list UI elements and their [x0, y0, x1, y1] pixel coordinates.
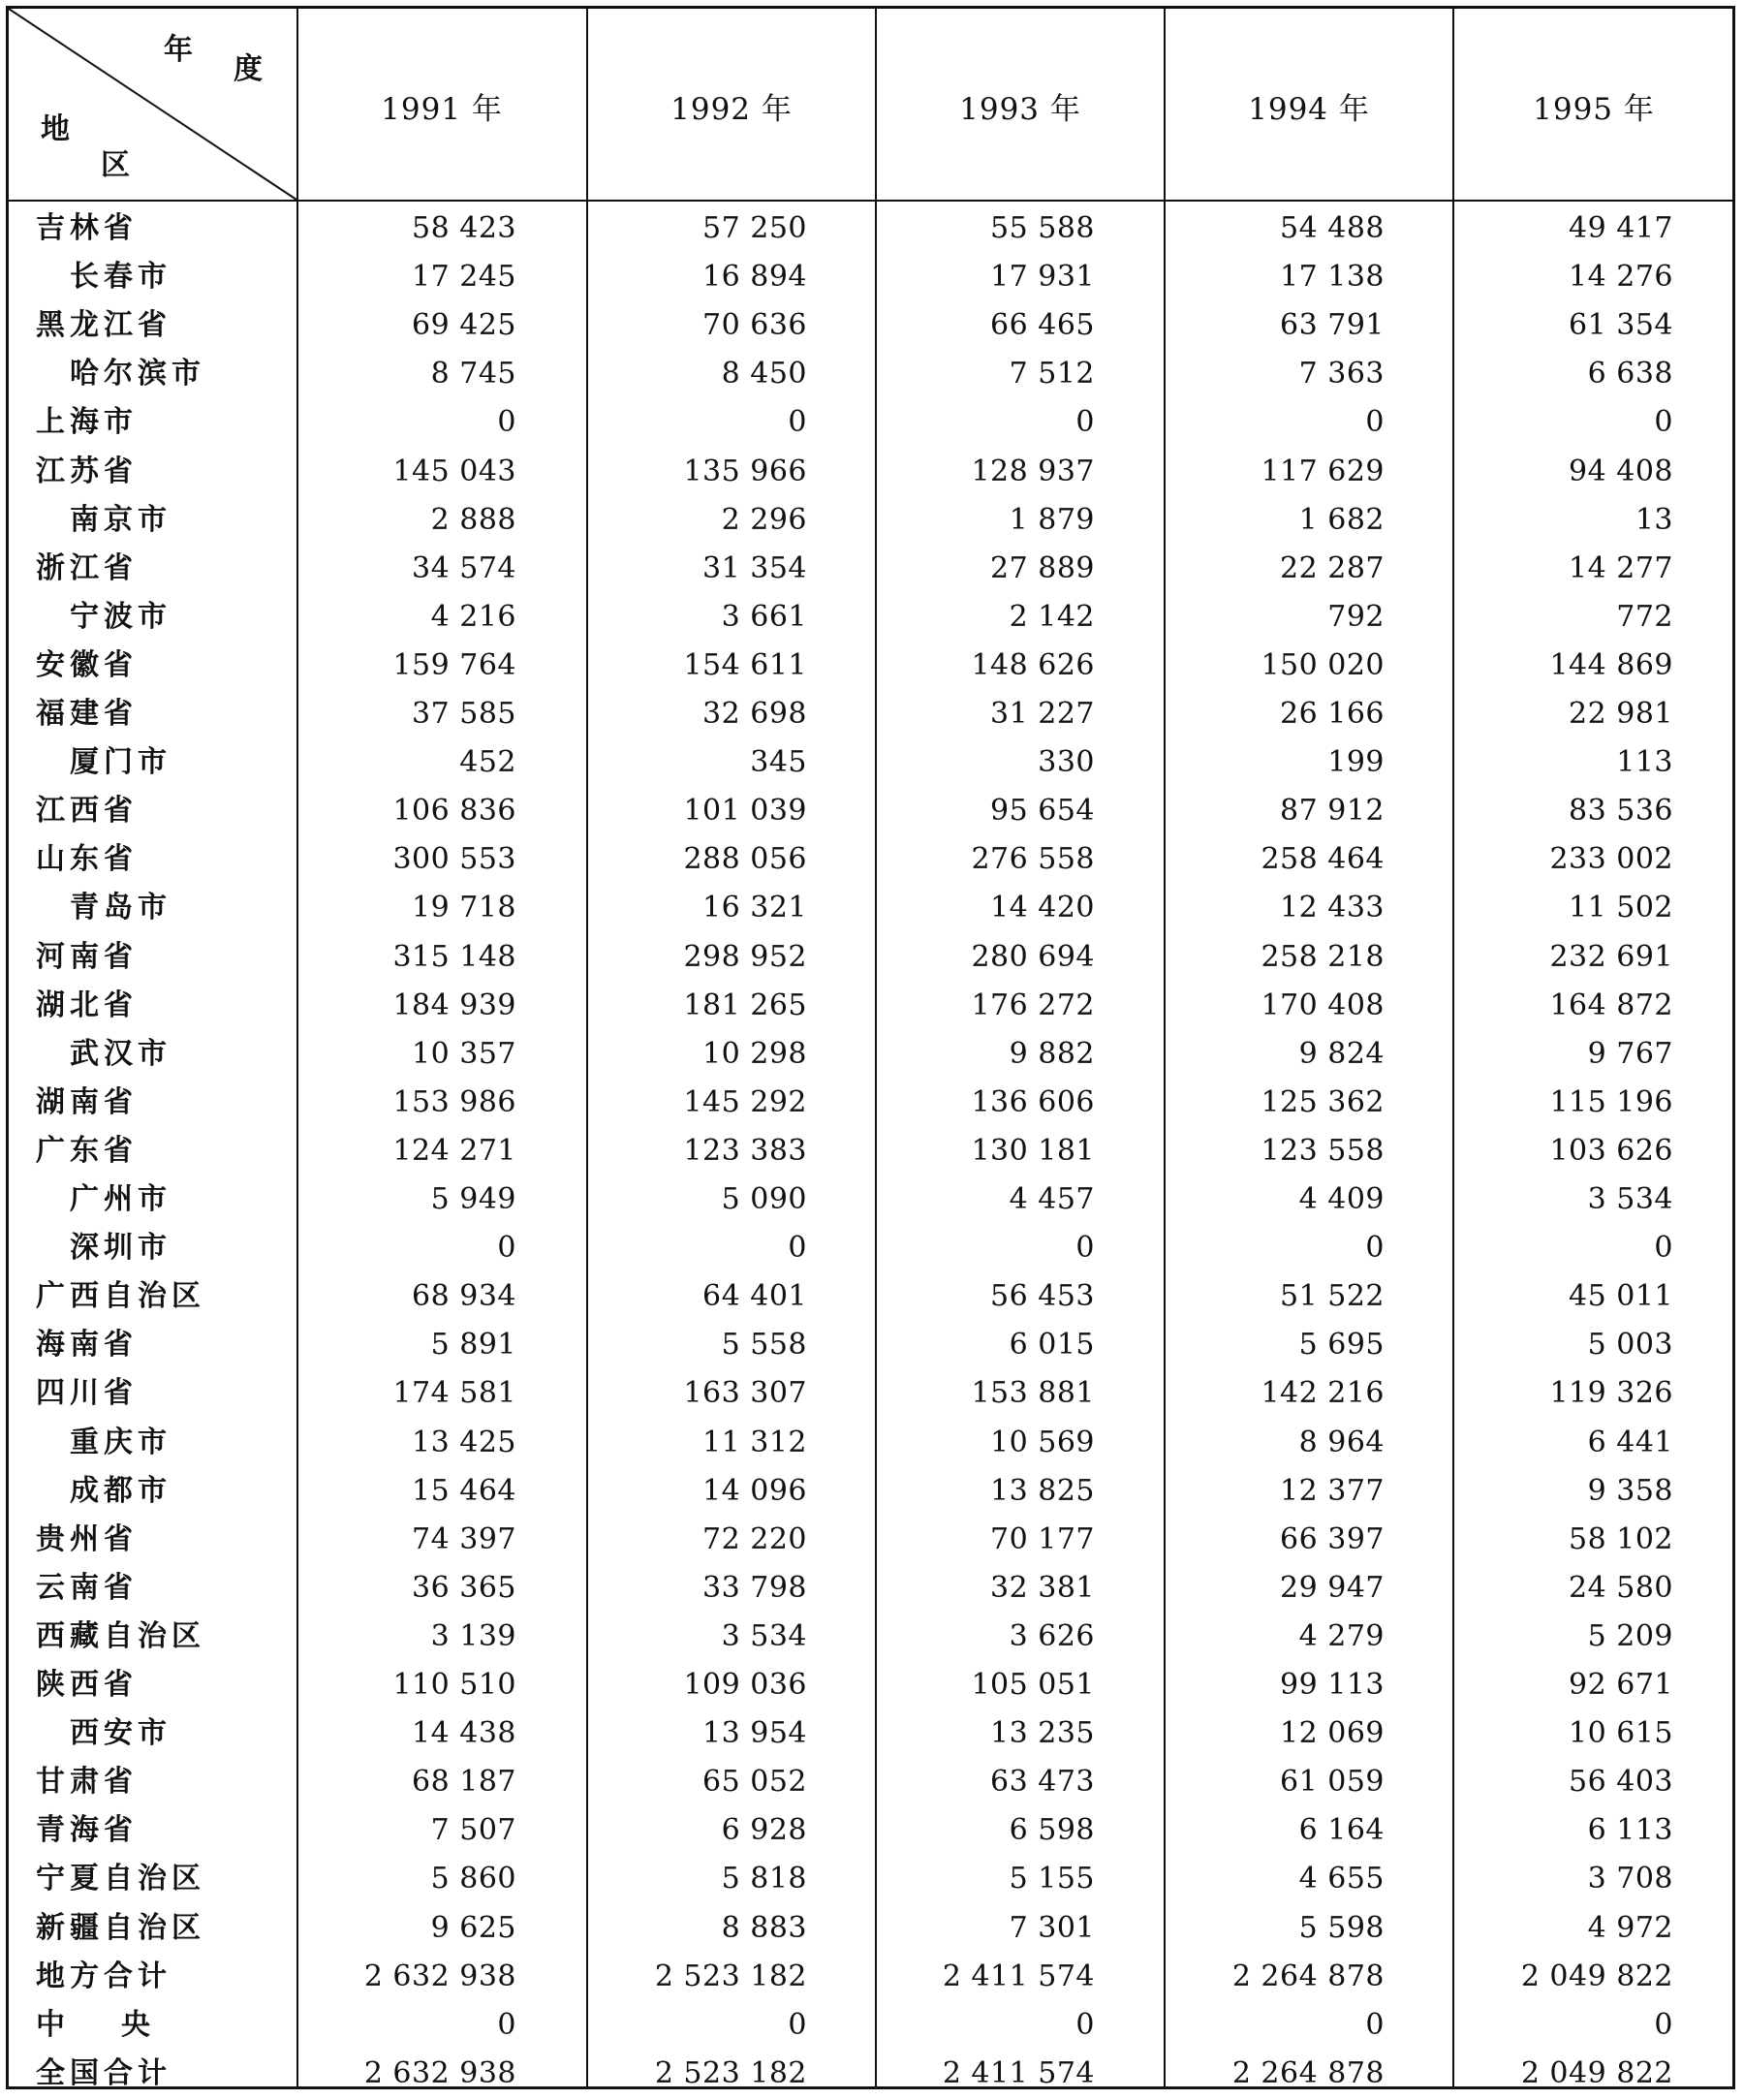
- value-cell: 11 312: [702, 1425, 807, 1459]
- year-header-1995: 1995 年: [1533, 92, 1655, 127]
- value-cell: 3 139: [430, 1618, 516, 1653]
- table-row: [9, 982, 1732, 1030]
- value-cell: 232 691: [1549, 939, 1673, 974]
- value-cell: 150 020: [1261, 647, 1385, 682]
- value-cell: 13: [1635, 502, 1673, 537]
- value-cell: 106 836: [392, 794, 516, 829]
- value-cell: 6 638: [1587, 357, 1673, 392]
- region-name: 湖北省: [36, 987, 138, 1022]
- value-cell: 6 015: [1009, 1328, 1095, 1363]
- value-cell: 31 227: [990, 697, 1095, 731]
- value-cell: 5 558: [721, 1328, 807, 1363]
- value-cell: 144 869: [1549, 647, 1673, 682]
- region-name: 江西省: [36, 794, 138, 829]
- value-cell: 3 534: [721, 1618, 807, 1653]
- value-cell: 199: [1327, 745, 1385, 780]
- value-cell: 5 860: [430, 1862, 516, 1896]
- value-cell: 72 220: [702, 1521, 807, 1556]
- value-cell: 2 264 878: [1231, 2055, 1385, 2090]
- value-cell: 10 357: [412, 1036, 516, 1071]
- region-name: 新疆自治区: [36, 1910, 205, 1945]
- value-cell: 54 488: [1280, 211, 1385, 245]
- value-cell: 5 949: [430, 1182, 516, 1216]
- value-cell: 0: [788, 1231, 807, 1266]
- year-header-1993: 1993 年: [959, 92, 1081, 127]
- year-header-1991: 1991 年: [381, 92, 503, 127]
- value-cell: 32 698: [702, 697, 807, 731]
- value-cell: 315 148: [392, 939, 516, 974]
- value-cell: 2 142: [1009, 599, 1095, 634]
- value-cell: 10 569: [990, 1425, 1095, 1459]
- region-name: 西藏自治区: [36, 1618, 205, 1653]
- value-cell: 0: [1365, 405, 1385, 440]
- value-cell: 17 931: [990, 260, 1095, 295]
- value-cell: 792: [1327, 599, 1385, 634]
- value-cell: 4 457: [1009, 1182, 1095, 1216]
- value-cell: 16 894: [702, 260, 807, 295]
- value-cell: 13 954: [702, 1716, 807, 1751]
- value-cell: 3 534: [1587, 1182, 1673, 1216]
- table-row: [9, 204, 1732, 253]
- value-cell: 3 661: [721, 599, 807, 634]
- value-cell: 0: [497, 1231, 516, 1266]
- value-cell: 74 397: [412, 1521, 516, 1556]
- value-cell: 7 363: [1298, 357, 1385, 392]
- value-cell: 56 453: [990, 1279, 1095, 1314]
- value-cell: 69 425: [412, 308, 516, 343]
- region-name: 海南省: [36, 1328, 138, 1363]
- data-table: [6, 6, 1735, 2089]
- value-cell: 5 598: [1298, 1910, 1385, 1945]
- region-name: 云南省: [36, 1570, 138, 1605]
- value-cell: 136 606: [971, 1084, 1095, 1119]
- value-cell: 12 069: [1280, 1716, 1385, 1751]
- value-cell: 2 632 938: [363, 2055, 516, 2090]
- value-cell: 298 952: [683, 939, 807, 974]
- value-cell: 12 377: [1280, 1473, 1385, 1508]
- value-cell: 14 438: [412, 1716, 516, 1751]
- corner-label-di: 地: [41, 112, 70, 146]
- value-cell: 109 036: [683, 1668, 807, 1702]
- value-cell: 5 155: [1009, 1862, 1095, 1896]
- value-cell: 2 049 822: [1520, 1959, 1673, 1993]
- value-cell: 31 354: [702, 550, 807, 585]
- value-cell: 2 632 938: [363, 1959, 516, 1993]
- value-cell: 24 580: [1569, 1570, 1673, 1605]
- value-cell: 49 417: [1569, 211, 1673, 245]
- table-row: [9, 738, 1732, 787]
- value-cell: 110 510: [392, 1668, 516, 1702]
- corner-label-nian: 年: [164, 33, 193, 67]
- value-cell: 142 216: [1261, 1376, 1385, 1411]
- table-row: [9, 301, 1732, 350]
- value-cell: 6 598: [1009, 1813, 1095, 1848]
- value-cell: 3 708: [1587, 1862, 1673, 1896]
- value-cell: 9 767: [1587, 1036, 1673, 1071]
- value-cell: 83 536: [1569, 794, 1673, 829]
- value-cell: 119 326: [1549, 1376, 1673, 1411]
- value-cell: 17 245: [412, 260, 516, 295]
- region-name: 地方合计: [36, 1959, 171, 1993]
- value-cell: 36 365: [412, 1570, 516, 1605]
- value-cell: 8 964: [1298, 1425, 1385, 1459]
- corner-label-qu: 区: [101, 148, 130, 182]
- value-cell: 115 196: [1549, 1084, 1673, 1119]
- table-row: [9, 1224, 1732, 1272]
- value-cell: 128 937: [971, 454, 1095, 488]
- table-row: [9, 1855, 1732, 1903]
- value-cell: 154 611: [683, 647, 807, 682]
- value-cell: 5 003: [1587, 1328, 1673, 1363]
- table-row: [9, 1661, 1732, 1709]
- value-cell: 0: [1075, 405, 1095, 440]
- region-name: 广州市: [70, 1182, 171, 1216]
- region-name: 陕西省: [36, 1668, 138, 1702]
- value-cell: 6 928: [721, 1813, 807, 1848]
- value-cell: 7 301: [1009, 1910, 1095, 1945]
- table-row: [9, 690, 1732, 738]
- table-row: [9, 1516, 1732, 1564]
- table-row: [9, 1272, 1732, 1321]
- value-cell: 105 051: [971, 1668, 1095, 1702]
- value-cell: 8 745: [430, 357, 516, 392]
- value-cell: 130 181: [971, 1133, 1095, 1168]
- value-cell: 99 113: [1280, 1668, 1385, 1702]
- value-cell: 65 052: [702, 1765, 807, 1800]
- value-cell: 3 626: [1009, 1618, 1095, 1653]
- value-cell: 37 585: [412, 697, 516, 731]
- table-row: [9, 787, 1732, 835]
- value-cell: 153 881: [971, 1376, 1095, 1411]
- table-row: [9, 2001, 1732, 2050]
- value-cell: 0: [1365, 1231, 1385, 1266]
- value-cell: 9 824: [1298, 1036, 1385, 1071]
- value-cell: 0: [1365, 2007, 1385, 2042]
- table-row: [9, 1369, 1732, 1418]
- region-name: 四川省: [36, 1376, 138, 1411]
- region-name: 宁夏自治区: [36, 1862, 205, 1896]
- region-name: 江苏省: [36, 454, 138, 488]
- value-cell: 2 264 878: [1231, 1959, 1385, 1993]
- region-name: 成都市: [70, 1473, 171, 1508]
- value-cell: 63 473: [990, 1765, 1095, 1800]
- table-row: [9, 253, 1732, 301]
- region-name: 重庆市: [70, 1425, 171, 1459]
- value-cell: 0: [1075, 1231, 1095, 1266]
- region-name: 湖南省: [36, 1084, 138, 1119]
- value-cell: 0: [497, 405, 516, 440]
- region-name: 广东省: [36, 1133, 138, 1168]
- value-cell: 6 164: [1298, 1813, 1385, 1848]
- value-cell: 345: [750, 745, 807, 780]
- table-row: [9, 1321, 1732, 1369]
- value-cell: 61 059: [1280, 1765, 1385, 1800]
- value-cell: 9 358: [1587, 1473, 1673, 1508]
- value-cell: 13 235: [990, 1716, 1095, 1751]
- value-cell: 33 798: [702, 1570, 807, 1605]
- table-row: [9, 448, 1732, 496]
- value-cell: 22 287: [1280, 550, 1385, 585]
- region-name: 安徽省: [36, 647, 138, 682]
- value-cell: 0: [1654, 2007, 1673, 2042]
- value-cell: 164 872: [1549, 987, 1673, 1022]
- region-name: 上海市: [36, 405, 138, 440]
- value-cell: 9 882: [1009, 1036, 1095, 1071]
- value-cell: 288 056: [683, 842, 807, 877]
- value-cell: 148 626: [971, 647, 1095, 682]
- value-cell: 10 615: [1569, 1716, 1673, 1751]
- value-cell: 45 011: [1569, 1279, 1673, 1314]
- table-row: [9, 1419, 1732, 1467]
- value-cell: 61 354: [1569, 308, 1673, 343]
- value-cell: 117 629: [1261, 454, 1385, 488]
- value-cell: 330: [1038, 745, 1095, 780]
- table-row: [9, 933, 1732, 982]
- region-name: 福建省: [36, 697, 138, 731]
- table-row: [9, 1467, 1732, 1516]
- value-cell: 5 209: [1587, 1618, 1673, 1653]
- region-name: 中央: [36, 2007, 206, 2042]
- table-row: [9, 350, 1732, 398]
- value-cell: 14 277: [1569, 550, 1673, 585]
- region-name: 全国合计: [36, 2055, 171, 2090]
- value-cell: 300 553: [392, 842, 516, 877]
- table-row: [9, 545, 1732, 593]
- value-cell: 258 218: [1261, 939, 1385, 974]
- table-row: [9, 1175, 1732, 1224]
- region-name: 黑龙江省: [36, 308, 171, 343]
- table-row: [9, 1953, 1732, 2001]
- region-name: 深圳市: [70, 1231, 171, 1266]
- table-row: [9, 1709, 1732, 1758]
- table-row: [9, 496, 1732, 545]
- value-cell: 181 265: [683, 987, 807, 1022]
- value-cell: 56 403: [1569, 1765, 1673, 1800]
- region-name: 西安市: [70, 1716, 171, 1751]
- value-cell: 57 250: [702, 211, 807, 245]
- region-name: 浙江省: [36, 550, 138, 585]
- region-name: 山东省: [36, 842, 138, 877]
- value-cell: 16 321: [702, 891, 807, 925]
- table-row: [9, 1758, 1732, 1806]
- header-divider: [9, 200, 1732, 202]
- region-name: 广西自治区: [36, 1279, 205, 1314]
- value-cell: 34 574: [412, 550, 516, 585]
- value-cell: 123 558: [1261, 1133, 1385, 1168]
- table-row: [9, 1079, 1732, 1127]
- value-cell: 103 626: [1549, 1133, 1673, 1168]
- value-cell: 0: [1654, 405, 1673, 440]
- region-name: 哈尔滨市: [70, 357, 205, 392]
- value-cell: 2 411 574: [942, 2055, 1095, 2090]
- value-cell: 233 002: [1549, 842, 1673, 877]
- value-cell: 5 090: [721, 1182, 807, 1216]
- table-row: [9, 642, 1732, 690]
- table-row: [9, 884, 1732, 932]
- value-cell: 0: [788, 405, 807, 440]
- year-header-1992: 1992 年: [670, 92, 793, 127]
- value-cell: 176 272: [971, 987, 1095, 1022]
- value-cell: 17 138: [1280, 260, 1385, 295]
- value-cell: 70 636: [702, 308, 807, 343]
- region-name: 宁波市: [70, 599, 171, 634]
- region-name: 厦门市: [70, 745, 171, 780]
- value-cell: 92 671: [1569, 1668, 1673, 1702]
- value-cell: 26 166: [1280, 697, 1385, 731]
- value-cell: 159 764: [392, 647, 516, 682]
- table-row: [9, 2050, 1732, 2098]
- value-cell: 32 381: [990, 1570, 1095, 1605]
- table-row: [9, 1127, 1732, 1175]
- value-cell: 2 523 182: [654, 2055, 807, 2090]
- value-cell: 8 450: [721, 357, 807, 392]
- region-name: 南京市: [70, 502, 171, 537]
- value-cell: 9 625: [430, 1910, 516, 1945]
- value-cell: 2 888: [430, 502, 516, 537]
- table-row: [9, 835, 1732, 884]
- value-cell: 124 271: [392, 1133, 516, 1168]
- region-name: 青海省: [36, 1813, 138, 1848]
- table-row: [9, 1904, 1732, 1953]
- value-cell: 14 276: [1569, 260, 1673, 295]
- value-cell: 22 981: [1569, 697, 1673, 731]
- value-cell: 5 891: [430, 1328, 516, 1363]
- value-cell: 6 441: [1587, 1425, 1673, 1459]
- value-cell: 13 825: [990, 1473, 1095, 1508]
- value-cell: 145 292: [683, 1084, 807, 1119]
- value-cell: 452: [459, 745, 516, 780]
- value-cell: 51 522: [1280, 1279, 1385, 1314]
- region-name: 甘肃省: [36, 1765, 138, 1800]
- value-cell: 1 682: [1298, 502, 1385, 537]
- value-cell: 2 523 182: [654, 1959, 807, 1993]
- value-cell: 4 279: [1298, 1618, 1385, 1653]
- value-cell: 14 096: [702, 1473, 807, 1508]
- region-name: 贵州省: [36, 1521, 138, 1556]
- value-cell: 58 423: [412, 211, 516, 245]
- value-cell: 772: [1616, 599, 1673, 634]
- value-cell: 0: [497, 2007, 516, 2042]
- value-cell: 8 883: [721, 1910, 807, 1945]
- value-cell: 14 420: [990, 891, 1095, 925]
- value-cell: 66 465: [990, 308, 1095, 343]
- value-cell: 68 187: [412, 1765, 516, 1800]
- value-cell: 0: [788, 2007, 807, 2042]
- value-cell: 163 307: [683, 1376, 807, 1411]
- value-cell: 0: [1654, 1231, 1673, 1266]
- table-row: [9, 398, 1732, 447]
- year-header-1994: 1994 年: [1248, 92, 1370, 127]
- value-cell: 101 039: [683, 794, 807, 829]
- value-cell: 4 972: [1587, 1910, 1673, 1945]
- value-cell: 19 718: [412, 891, 516, 925]
- value-cell: 135 966: [683, 454, 807, 488]
- value-cell: 27 889: [990, 550, 1095, 585]
- value-cell: 2 049 822: [1520, 2055, 1673, 2090]
- value-cell: 64 401: [702, 1279, 807, 1314]
- value-cell: 170 408: [1261, 987, 1385, 1022]
- value-cell: 276 558: [971, 842, 1095, 877]
- region-name: 长春市: [70, 260, 171, 295]
- value-cell: 12 433: [1280, 891, 1385, 925]
- value-cell: 1 879: [1009, 502, 1095, 537]
- value-cell: 4 216: [430, 599, 516, 634]
- value-cell: 15 464: [412, 1473, 516, 1508]
- value-cell: 153 986: [392, 1084, 516, 1119]
- corner-label-du: 度: [234, 52, 263, 86]
- value-cell: 113: [1616, 745, 1673, 780]
- region-name: 武汉市: [70, 1036, 171, 1071]
- value-cell: 2 411 574: [942, 1959, 1095, 1993]
- table-row: [9, 1030, 1732, 1079]
- value-cell: 70 177: [990, 1521, 1095, 1556]
- value-cell: 145 043: [392, 454, 516, 488]
- value-cell: 10 298: [702, 1036, 807, 1071]
- value-cell: 58 102: [1569, 1521, 1673, 1556]
- value-cell: 68 934: [412, 1279, 516, 1314]
- value-cell: 0: [1075, 2007, 1095, 2042]
- value-cell: 4 655: [1298, 1862, 1385, 1896]
- value-cell: 63 791: [1280, 308, 1385, 343]
- value-cell: 280 694: [971, 939, 1095, 974]
- value-cell: 87 912: [1280, 794, 1385, 829]
- value-cell: 258 464: [1261, 842, 1385, 877]
- value-cell: 94 408: [1569, 454, 1673, 488]
- table-row: [9, 1564, 1732, 1613]
- value-cell: 13 425: [412, 1425, 516, 1459]
- value-cell: 5 818: [721, 1862, 807, 1896]
- region-name: 吉林省: [36, 211, 138, 245]
- value-cell: 125 362: [1261, 1084, 1385, 1119]
- table-row: [9, 593, 1732, 642]
- table-row: [9, 1806, 1732, 1855]
- table-row: [9, 1613, 1732, 1661]
- value-cell: 5 695: [1298, 1328, 1385, 1363]
- value-cell: 6 113: [1587, 1813, 1673, 1848]
- value-cell: 29 947: [1280, 1570, 1385, 1605]
- value-cell: 7 512: [1009, 357, 1095, 392]
- region-name: 河南省: [36, 939, 138, 974]
- value-cell: 95 654: [990, 794, 1095, 829]
- value-cell: 184 939: [392, 987, 516, 1022]
- value-cell: 123 383: [683, 1133, 807, 1168]
- value-cell: 7 507: [430, 1813, 516, 1848]
- value-cell: 4 409: [1298, 1182, 1385, 1216]
- region-name: 青岛市: [70, 891, 171, 925]
- value-cell: 66 397: [1280, 1521, 1385, 1556]
- value-cell: 2 296: [721, 502, 807, 537]
- value-cell: 174 581: [392, 1376, 516, 1411]
- value-cell: 11 502: [1569, 891, 1673, 925]
- value-cell: 55 588: [990, 211, 1095, 245]
